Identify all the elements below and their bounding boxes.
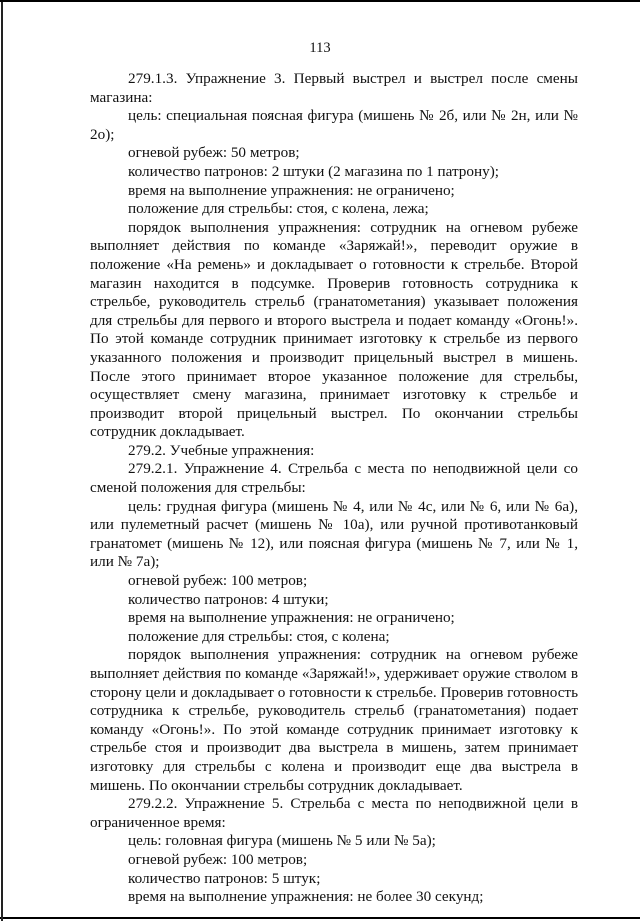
paragraph-shooting-position: положение для стрельбы: стоя, с колена;: [128, 627, 390, 645]
paragraph-time-limit: время на выполнение упражнения: не ограничено;: [128, 181, 455, 199]
page-edge-line: [1, 2, 3, 921]
paragraph-time-limit: время на выполнение упражнения: не более 30 секунд;: [128, 888, 484, 906]
document-body: [90, 70, 578, 907]
paragraph-exercise-5-heading: 279.2.2. Упражнение 5. Стрельба с места по неподвижной цели в ограниченное время:: [90, 795, 578, 831]
paragraph-ammo-count: количество патронов: 4 штуки;: [128, 590, 329, 608]
paragraph-shooting-position: положение для стрельбы: стоя, с колена, лежа;: [128, 200, 429, 218]
paragraph-firing-line: огневой рубеж: 100 метров;: [128, 572, 308, 590]
paragraph-ammo-count: количество патронов: 2 штуки (2 магазина по 1 патрону);: [128, 162, 499, 180]
paragraph-training-exercises-heading: 279.2. Учебные упражнения:: [128, 441, 315, 459]
paragraph-target: цель: головная фигура (мишень № 5 или № 5а);: [128, 832, 436, 850]
paragraph-ammo-count: количество патронов: 5 штук;: [128, 869, 321, 887]
paragraph-target: цель: специальная поясная фигура (мишень № 2б, или № 2н, или № 2о);: [90, 107, 578, 143]
page-number: 113: [309, 40, 331, 56]
paragraph-procedure: порядок выполнения упражнения: сотрудник на огневом рубеже выполняет действия по команде «Заряжай!», переводит оружие в положение «На ремень» и докладывает о готовности к стрельбе. Второй магазин находится в подсумке. Проверив готовность сотрудника к стрельбе, руководитель стрельб (гранатометания) указывает положения для стрельбы для первого и второго выстрела и подает команду «Огонь!». По этой команде сотрудник принимает изготовку к стрельбе из первого указанного положения и производит прицельный выстрел в мишень. После этого принимает второе указанное положение для стрельбы, осуществляет смену магазина, принимает изготовку к стрельбе и производит второй прицельный выстрел. По окончании стрельбы сотрудник докладывает.: [90, 218, 578, 441]
paragraph-target: цель: грудная фигура (мишень № 4, или № 4с, или № 6, или № 6а), или пулеметный расчет (мишень № 10а), или ручной противотанковый гранатомет (мишень № 12), или поясная фигура (мишень № 7, или № 1, или № 7а);: [90, 497, 578, 571]
paragraph-time-limit: время на выполнение упражнения: не ограничено;: [128, 609, 455, 627]
paragraph-exercise-3-heading: 279.1.3. Упражнение 3. Первый выстрел и выстрел после смены магазина:: [90, 70, 578, 106]
paragraph-exercise-4-heading: 279.2.1. Упражнение 4. Стрельба с места по неподвижной цели со сменой положения для стрельбы:: [90, 460, 578, 497]
paragraph-firing-line: огневой рубеж: 50 метров;: [128, 144, 300, 162]
paragraph-firing-line: огневой рубеж: 100 метров;: [128, 850, 308, 868]
paragraph-procedure: порядок выполнения упражнения: сотрудник на огневом рубеже выполняет действия по команде «Заряжай!», удерживает оружие стволом в сторону цели и докладывает о готовности к стрельбе. Проверив готовность сотрудника к стрельбе, руководитель стрельб (гранатометания) подает команду «Огонь!». По этой команде сотрудник принимает изготовку к стрельбе стоя и производит два выстрела в мишень, затем принимает изготовку для стрельбы с колена и производит еще два выстрела в мишень. По окончании стрельбы сотрудник докладывает.: [90, 646, 578, 794]
